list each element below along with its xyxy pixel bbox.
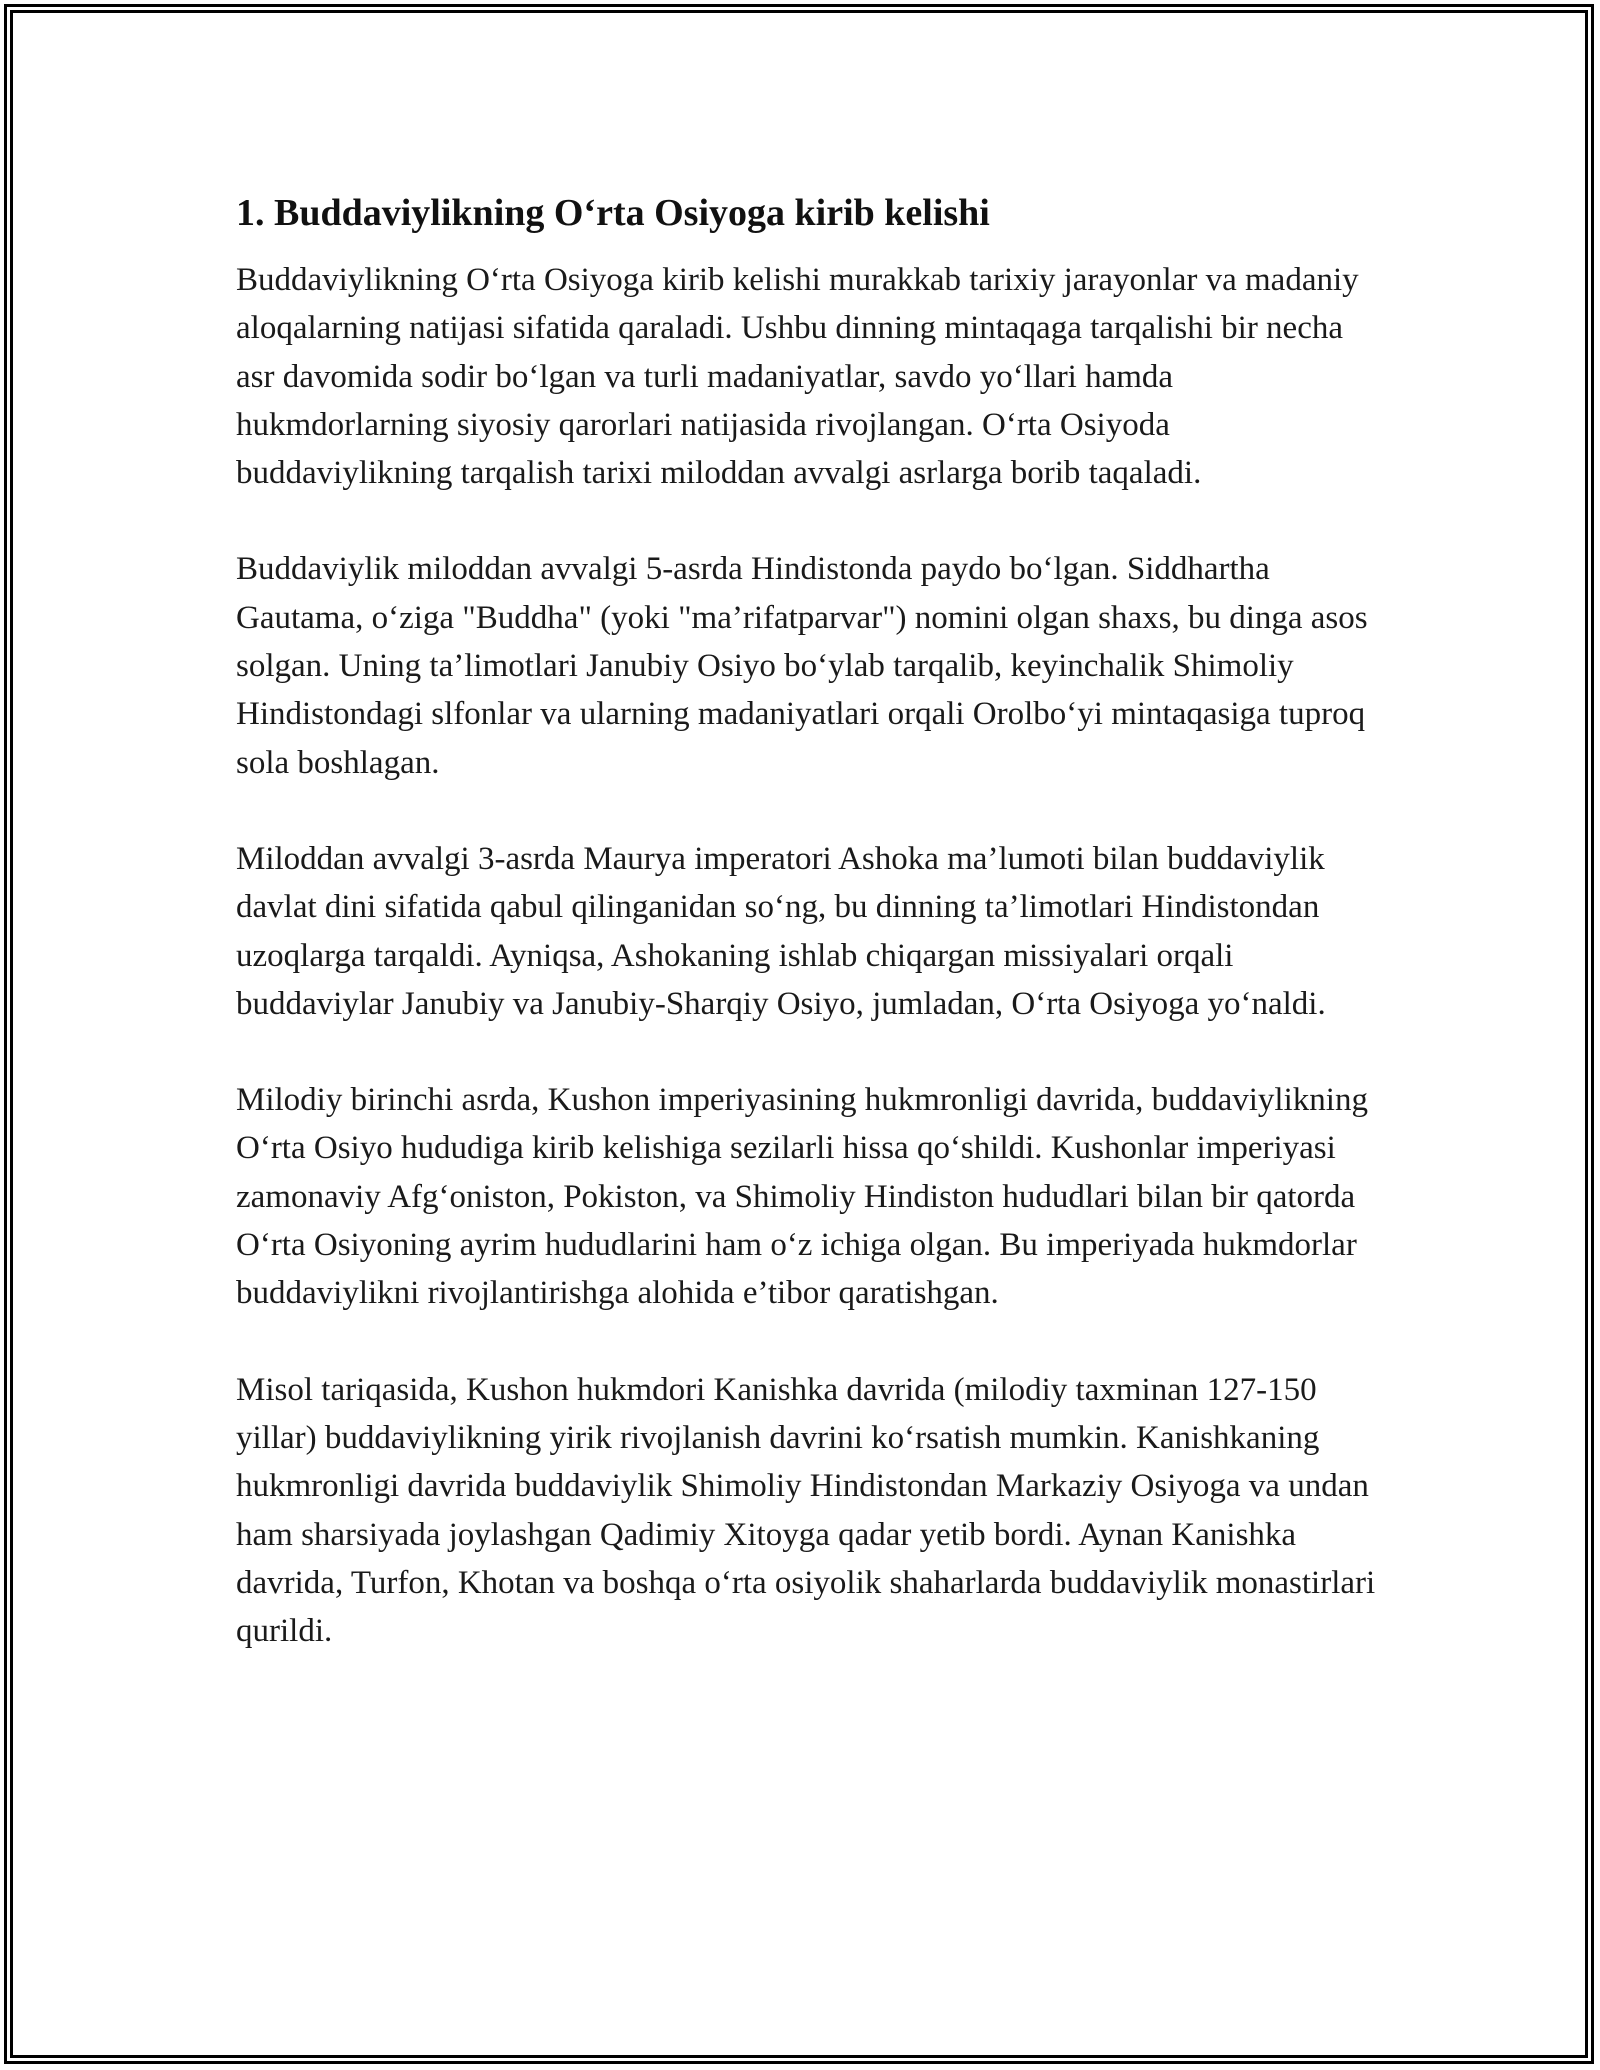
paragraph-2: Buddaviylik miloddan avvalgi 5-asrda Hindistonda paydo bo‘lgan. Siddhartha Gautama, o‘ziga "Buddha" (yoki "ma’rifatparvar") nomini olgan shaxs, bu dinga asos solgan. Uning ta’limotlari Janubiy Osiyo bo‘ylab tarqalib, keyinchalik Shimoliy Hindistondagi slfonlar va ularning madaniyatlari orqali Orolbo‘yi mintaqasiga tuproq sola boshlagan. (236, 551, 1368, 781)
paragraph-5: Misol tariqasida, Kushon hukmdori Kanishka davrida (milodiy taxminan 127-150 yillar) buddaviylikning yirik rivojlanish davrini ko‘rsatish mumkin. Kanishkaning hukmronligi davrida buddaviylik Shimoliy Hindistondan Markaziy Osiyoga va undan ham sharsiyada joylashgan Qadimiy Xitoyga qadar yetib bordi. Aynan Kanishka davrida, Turfon, Khotan va boshqa o‘rta osiyolik shaharlarda buddaviylik monastirlari qurildi. (236, 1371, 1376, 1650)
section-heading: 1. Buddaviylikning O‘rta Osiyoga kirib kelishi (236, 192, 990, 234)
document-body (236, 186, 1386, 1703)
paragraph-4: Milodiy birinchi asrda, Kushon imperiyasining hukmronligi davrida, buddaviylikning O‘rta Osiyo hududiga kirib kelishiga sezilarli hissa qo‘shildi. Kushonlar imperiyasi zamonaviy Afg‘oniston, Pokiston, va Shimoliy Hindiston hududlari bilan bir qatorda O‘rta Osiyoning ayrim hududlarini ham o‘z ichiga olgan. Bu imperiyada hukmdorlar buddaviylikni rivojlantirishga alohida e’tibor qaratishgan. (236, 1082, 1368, 1312)
paragraph-1: Buddaviylikning O‘rta Osiyoga kirib kelishi murakkab tarixiy jarayonlar va madaniy aloqalarning natijasi sifatida qaraladi. Ushbu dinning mintaqaga tarqalishi bir necha asr davomida sodir bo‘lgan va turli madaniyatlar, savdo yo‘llari hamda hukmdorlarning siyosiy qarorlari natijasida rivojlangan. O‘rta Osiyoda buddaviylikning tarqalish tarixi miloddan avvalgi asrlarga borib taqaladi. (236, 262, 1359, 492)
paragraph-3: Miloddan avvalgi 3-asrda Maurya imperatori Ashoka ma’lumoti bilan buddaviylik davlat dini sifatida qabul qilinganidan so‘ng, bu dinning ta’limotlari Hindistondan uzoqlarga tarqaldi. Ayniqsa, Ashokaning ishlab chiqargan missiyalari orqali buddaviylar Janubiy va Janubiy-Sharqiy Osiyo, jumladan, O‘rta Osiyoga yo‘naldi. (236, 840, 1326, 1022)
